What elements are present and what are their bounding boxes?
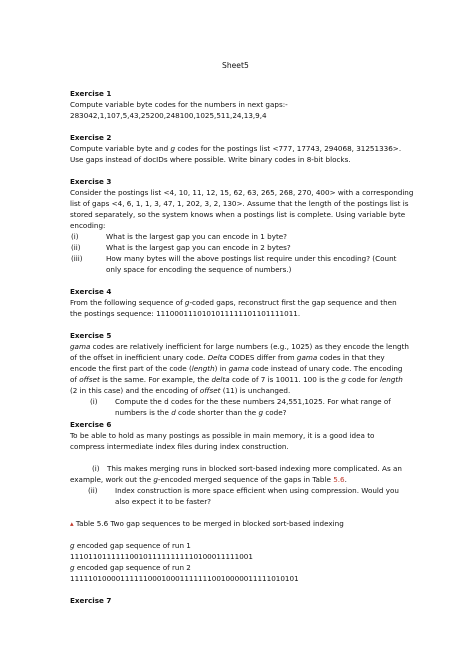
text-run: encoded gap sequence of run 1	[74, 541, 191, 550]
exercise-4-heading: Exercise 4	[70, 287, 112, 296]
text-run: codes for the postings list <777, 17743, 294068, 31251336>.	[175, 144, 402, 153]
gamma-symbol: g	[258, 408, 264, 417]
list-item: What is the largest gap you can encode in 2 bytes?	[106, 243, 291, 252]
text-run: encoded gap sequence of run 2	[74, 563, 191, 572]
run-1-label	[70, 541, 191, 550]
text-run: code for	[345, 375, 380, 384]
text-run: Delta	[207, 353, 227, 362]
exercise-5-heading: Exercise 5	[70, 331, 112, 340]
text-run: of	[70, 375, 80, 384]
gamma-symbol: g	[170, 144, 176, 153]
exercise-6-line: compress intermediate index files during index construction.	[70, 442, 289, 451]
text-run: numbers is the	[115, 408, 172, 417]
text-run: gama	[296, 353, 318, 362]
text-run: length	[191, 364, 215, 373]
list-item: Index construction is more space efficient when using compression. Would you	[115, 486, 399, 495]
gamma-symbol: g	[184, 298, 190, 307]
text-run: code of 7 is 10011. 100 is the	[229, 375, 342, 384]
list-item: Compute the d codes for the these numbers 24,551,1025. For what range of	[115, 397, 391, 406]
table-reference-link[interactable]: 5.6	[333, 475, 345, 484]
exercise-3-heading: Exercise 3	[70, 177, 112, 186]
text-run: (2 in this case) and the encoding of	[70, 386, 200, 395]
text-run: is the same. For example, the	[99, 375, 212, 384]
text-run: length	[379, 375, 403, 384]
exercise-5-line	[70, 342, 409, 351]
text-run: code shorter than the	[175, 408, 259, 417]
text-run: (11) is unchanged.	[220, 386, 291, 395]
item-number: (i)	[71, 232, 79, 241]
exercise-6-heading: Exercise 6	[70, 420, 112, 429]
exercise-5-line	[70, 375, 403, 384]
text-run: gama	[228, 364, 249, 373]
text-run: CODES differ from	[226, 353, 297, 362]
exercise-6-line: To be able to hold as many postings as possible in main memory, it is a good idea to	[70, 431, 375, 440]
item-number: (i)	[92, 464, 100, 473]
run-1-bits: 1110110111111001011111111110100011111001	[70, 552, 253, 561]
item-number: (i)	[90, 397, 98, 406]
exercise-2-line	[70, 144, 401, 153]
list-item-continuation: only space for encoding the sequence of numbers.)	[106, 265, 292, 274]
text-run: encode the first part of the code (	[70, 364, 192, 373]
caption-text: Table 5.6 Two gap sequences to be merged in blocked sort-based indexing	[73, 519, 344, 528]
exercise-3-line: encoding:	[70, 221, 106, 230]
text-run: codes in that they	[317, 353, 385, 362]
text-run: code?	[263, 408, 287, 417]
text-run: gama	[70, 342, 91, 351]
exercise-1-line: Compute variable byte codes for the numbers in next gaps:-	[70, 100, 288, 109]
delta-symbol: d	[171, 408, 176, 417]
list-item: How many bytes will the above postings list require under this encoding? (Count	[106, 254, 397, 263]
list-item: This makes merging runs in blocked sort-based indexing more complicated. As an	[107, 464, 402, 473]
text-run: code instead of unary code. The encoding	[248, 364, 403, 373]
item-number: (iii)	[71, 254, 83, 263]
text-run: of the offset in inefficient unary code.	[70, 353, 208, 362]
text-run: ) in	[214, 364, 229, 373]
text-run: -coded gaps, reconstruct first the gap sequence and then	[189, 298, 397, 307]
exercise-7-heading: Exercise 7	[70, 596, 112, 605]
text-run: example, work out the	[70, 475, 154, 484]
run-2-bits: 11111010000111111000100011111110010000011111010101	[70, 574, 299, 583]
list-item-continuation	[115, 408, 286, 417]
list-item: What is the largest gap you can encode in 1 byte?	[106, 232, 287, 241]
page-title: Sheet5	[222, 61, 249, 70]
gamma-symbol: g	[341, 375, 346, 384]
exercise-3-line: Consider the postings list <4, 10, 11, 12, 15, 62, 63, 265, 268, 270, 400> with a corresponding	[70, 188, 414, 197]
text-run: -encoded merged sequence of the gaps in Table	[157, 475, 334, 484]
exercise-5-line	[70, 364, 402, 373]
exercise-1-numbers: 283042,1,107,5,43,25200,248100,1025,511,24,13,9,4	[70, 111, 267, 120]
text-run: codes are relatively inefficient for large numbers (e.g., 1025) as they encode the length	[90, 342, 409, 351]
exercise-5-line	[70, 386, 290, 395]
item-number: (ii)	[71, 243, 81, 252]
text-run: offset	[79, 375, 100, 384]
item-number: (ii)	[88, 486, 98, 495]
exercise-1-heading: Exercise 1	[70, 89, 112, 98]
run-2-label	[70, 563, 191, 572]
gamma-symbol: g	[70, 541, 75, 550]
list-item-continuation	[70, 475, 347, 484]
exercise-3-line: list of gaps <4, 6, 1, 1, 3, 47, 1, 202, 3, 2, 130>. Assume that the length of the postings list is	[70, 199, 409, 208]
exercise-3-line: stored separately, so the system knows when a postings list is complete. Using variable byte	[70, 210, 406, 219]
table-caption	[70, 519, 344, 528]
exercise-2-heading: Exercise 2	[70, 133, 112, 142]
gamma-symbol: g	[153, 475, 158, 484]
exercise-5-line	[70, 353, 385, 362]
text-run: offset	[199, 386, 221, 395]
triangle-icon: ▴	[70, 519, 74, 528]
exercise-4-line: the postings sequence: 1110001110101011111101101111011.	[70, 309, 301, 318]
text-run: Compute variable byte and	[70, 144, 171, 153]
list-item-continuation: also expect it to be faster?	[115, 497, 211, 506]
text-run: From the following sequence of	[70, 298, 185, 307]
exercise-4-line	[70, 298, 397, 307]
gamma-symbol: g	[70, 563, 75, 572]
exercise-2-line: Use gaps instead of docIDs where possible. Write binary codes in 8-bit blocks.	[70, 155, 351, 164]
text-run: delta	[211, 375, 230, 384]
text-run: .	[344, 475, 347, 484]
